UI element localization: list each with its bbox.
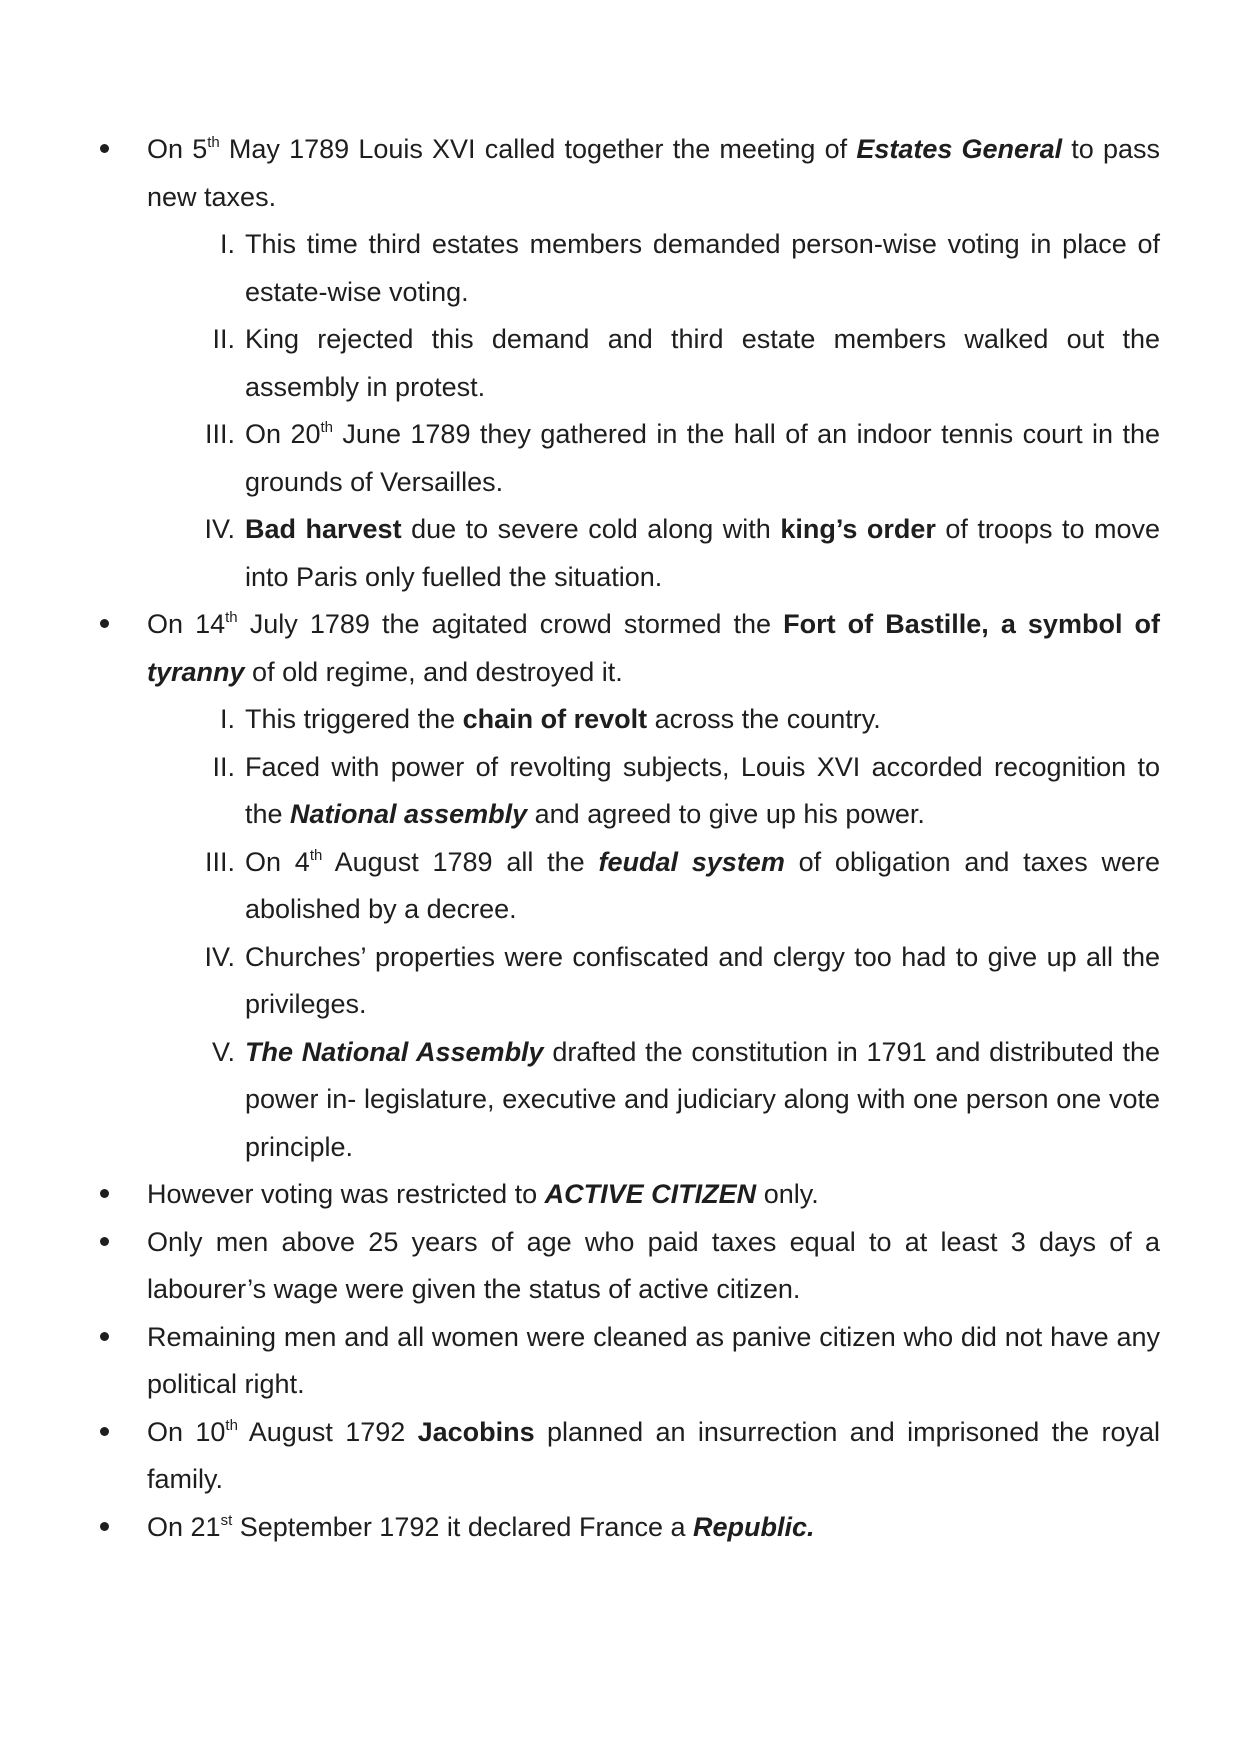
bold-text: Fort of Bastille, a symbol of [783, 609, 1161, 639]
bullet-text [147, 1409, 1160, 1504]
bold-italic-text: National assembly [290, 799, 528, 829]
text-run: Only men above 25 years of age who paid taxes equal to at least 3 days of a labourer’s wage were given the status of active citizen. [147, 1226, 1160, 1304]
roman-numeral: II. [212, 751, 235, 782]
text-run: On 20 [245, 419, 321, 449]
text-run: On 5 [147, 134, 208, 164]
roman-numeral: III. [204, 419, 235, 449]
bullet-item [100, 126, 1160, 601]
bullet-text [147, 1219, 1160, 1314]
bullet-dot-icon [100, 1522, 109, 1531]
text-run: On 10 [147, 1416, 226, 1447]
superscript: th [207, 134, 220, 151]
roman-list-item [100, 1029, 1160, 1172]
roman-item-text [245, 744, 1160, 839]
text-run: due to severe cold along with [401, 514, 781, 544]
text-run: King rejected this demand and third estate members walked out the assembly in protest. [245, 324, 1160, 402]
bold-italic-text: The National Assembly [245, 1036, 544, 1067]
bullet-text [147, 1504, 1160, 1552]
roman-numeral: II. [212, 324, 235, 354]
text-run: Faced with power of revolting subjects, Louis XVI accorded recognition to the [245, 751, 1160, 829]
bold-text: king’s order [780, 514, 936, 544]
text-run: across the country. [647, 704, 881, 734]
bold-italic-text: Republic. [693, 1511, 815, 1542]
superscript: st [220, 1511, 233, 1529]
text-run: August 1792 [237, 1416, 418, 1447]
roman-list-item [100, 221, 1160, 316]
text-run: of old regime, and destroyed it. [244, 656, 623, 687]
roman-item-text [245, 839, 1160, 934]
text-run: This time third estates members demanded person-wise voting in place of estate-wise voting. [245, 229, 1160, 307]
bold-italic-text: tyranny [147, 656, 245, 687]
roman-numeral: IV. [204, 941, 235, 972]
bold-italic-text: ACTIVE CITIZEN [544, 1179, 757, 1209]
superscript: th [225, 1416, 238, 1434]
text-run: June 1789 they gathered in the hall of an indoor tennis court in the grounds of Versailles. [245, 419, 1160, 497]
roman-numeral: V. [211, 1036, 235, 1067]
roman-item-text [245, 934, 1160, 1029]
bold-text: Jacobins [417, 1416, 535, 1447]
roman-numeral-list [100, 696, 1160, 1171]
bullet-item [100, 1504, 1160, 1552]
notes-content [100, 126, 1160, 1551]
superscript: th [309, 846, 323, 864]
bold-italic-text: Estates General [856, 134, 1063, 164]
bullet-text [147, 126, 1160, 221]
roman-list-item [100, 316, 1160, 411]
text-run: On 4 [245, 846, 310, 877]
roman-item-text [245, 696, 1160, 744]
bullet-dot-icon [100, 1427, 109, 1436]
bullet-item [100, 1171, 1160, 1219]
text-run: This triggered the [245, 704, 463, 734]
bold-text: chain of revolt [462, 704, 648, 734]
roman-list-item [100, 506, 1160, 601]
roman-list-item [100, 744, 1160, 839]
text-run: May 1789 Louis XVI called together the meeting of [219, 134, 857, 164]
bullet-dot-icon [100, 144, 109, 153]
text-run: September 1792 it declared France a [232, 1511, 694, 1542]
roman-list-item [100, 934, 1160, 1029]
text-run: July 1789 the agitated crowd stormed the [237, 609, 784, 639]
bullet-item [100, 1219, 1160, 1314]
bold-text: Bad harvest [245, 514, 402, 544]
roman-numeral: IV. [204, 514, 235, 544]
text-run: only. [756, 1179, 819, 1209]
text-run: to pass new taxes. [147, 134, 1160, 212]
roman-numeral: I. [219, 704, 235, 734]
roman-item-text [245, 411, 1160, 506]
roman-item-text [245, 316, 1160, 411]
text-run: Remaining men and all women were cleaned as panive citizen who did not have any political right. [147, 1321, 1160, 1399]
text-run: August 1789 all the [322, 846, 599, 877]
text-run: and agreed to give up his power. [527, 799, 925, 829]
bullet-text [147, 1171, 1160, 1219]
roman-numeral: I. [219, 229, 235, 259]
bullet-text [147, 601, 1160, 696]
bullet-item [100, 1409, 1160, 1504]
roman-list-item [100, 839, 1160, 934]
text-run: of troops to move into Paris only fuelled the situation. [245, 514, 1160, 592]
text-run: On 14 [147, 609, 226, 639]
roman-numeral-list [100, 221, 1160, 601]
bullet-dot-icon [100, 619, 109, 628]
roman-item-text [245, 1029, 1160, 1172]
roman-list-item [100, 696, 1160, 744]
roman-item-text [245, 506, 1160, 601]
bullet-dot-icon [100, 1189, 109, 1198]
roman-list-item [100, 411, 1160, 506]
superscript: th [225, 609, 238, 626]
text-run: planned an insurrection and imprisoned the royal family. [147, 1416, 1160, 1494]
bullet-text [147, 1314, 1160, 1409]
text-run: drafted the constitution in 1791 and distributed the power in- legislature, executive and judiciary along with one person one vote principle. [245, 1036, 1160, 1162]
bullet-list [100, 126, 1160, 1551]
text-run: On 21 [147, 1511, 221, 1542]
bold-italic-text: feudal system [598, 846, 785, 877]
text-run: Churches’ properties were confiscated and clergy too had to give up all the privileges. [245, 941, 1160, 1019]
bullet-dot-icon [100, 1237, 109, 1246]
bullet-dot-icon [100, 1332, 109, 1341]
roman-numeral: III. [204, 846, 235, 877]
roman-item-text [245, 221, 1160, 316]
text-run: of obligation and taxes were abolished by a decree. [245, 846, 1160, 924]
text-run: However voting was restricted to [147, 1179, 545, 1209]
superscript: th [320, 419, 333, 436]
bullet-item [100, 1314, 1160, 1409]
bullet-item [100, 601, 1160, 1171]
